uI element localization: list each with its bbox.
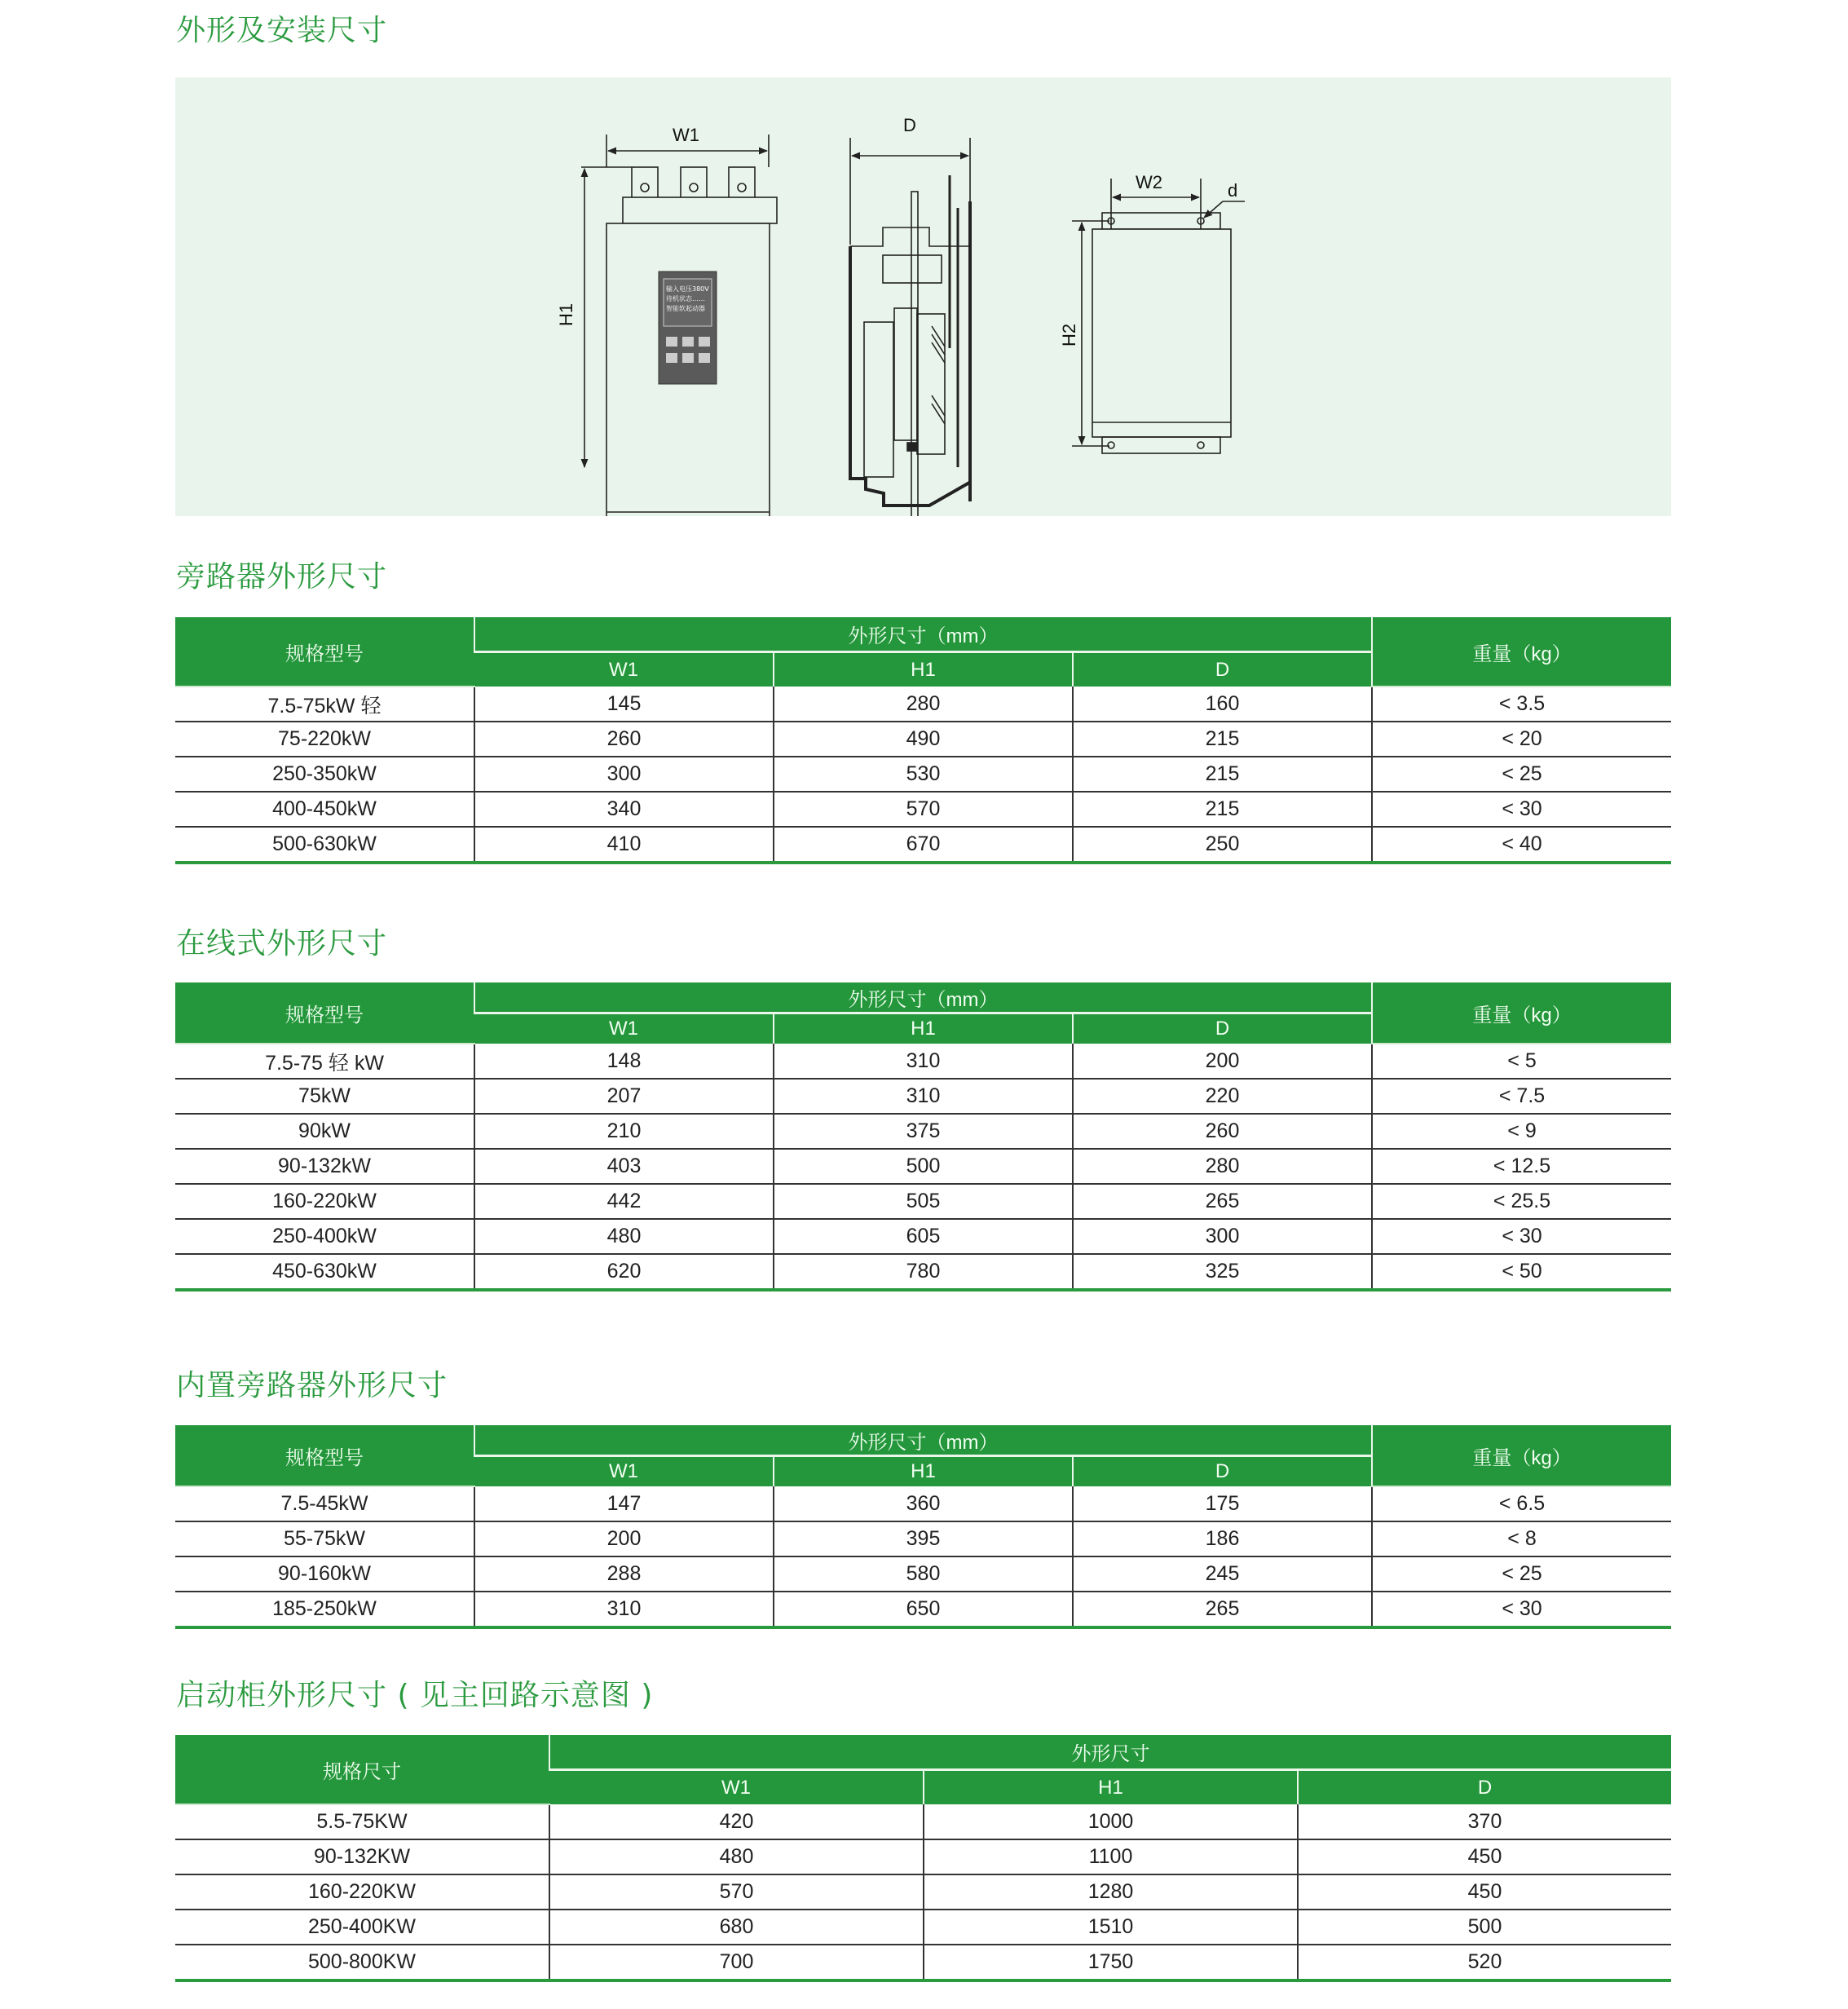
- cell-h1: 1280: [924, 1874, 1298, 1910]
- label-d-small: d: [1228, 180, 1238, 201]
- header-w1: W1: [474, 652, 774, 687]
- table-row: [175, 1556, 1671, 1592]
- label-w2: W2: [1136, 172, 1162, 192]
- cell-h1: 1750: [924, 1945, 1298, 1980]
- header-d: D: [1073, 652, 1372, 687]
- cell-d: 186: [1073, 1521, 1372, 1556]
- cell-model: 90-132KW: [175, 1839, 549, 1874]
- display-line-2: 待机状态……: [666, 295, 705, 302]
- online-dimension-table: [175, 982, 1671, 1292]
- side-view: [850, 138, 970, 516]
- table-row: [175, 1521, 1671, 1556]
- label-h1: H1: [556, 302, 576, 326]
- table-row: [175, 1149, 1671, 1184]
- header-group: 外形尺寸: [549, 1735, 1671, 1770]
- cell-h1: 780: [774, 1254, 1073, 1290]
- cell-d: 450: [1298, 1839, 1671, 1874]
- cell-w1: 442: [474, 1184, 774, 1219]
- cell-d: 500: [1298, 1910, 1671, 1945]
- keypad-display: [659, 272, 717, 384]
- cell-d: 250: [1073, 827, 1372, 863]
- cell-weight: < 7.5: [1372, 1079, 1671, 1114]
- table-row: [175, 1592, 1671, 1627]
- cell-d: 175: [1073, 1486, 1372, 1521]
- table-row: [175, 687, 1671, 722]
- cell-w1: 620: [474, 1254, 774, 1290]
- table-row: [175, 1839, 1671, 1874]
- header-model: 规格型号: [175, 617, 474, 687]
- header-weight: 重量（kg）: [1372, 1425, 1671, 1486]
- section-title-online: 在线式外形尺寸: [176, 927, 388, 960]
- header-group: 外形尺寸（mm）: [474, 617, 1372, 652]
- header-model: 规格型号: [175, 1425, 474, 1486]
- cell-h1: 580: [774, 1556, 1073, 1592]
- cell-w1: 680: [549, 1910, 924, 1945]
- table-row: [175, 1804, 1671, 1839]
- cell-w1: 207: [474, 1079, 774, 1114]
- cell-h1: 500: [774, 1149, 1073, 1184]
- cell-model: 7.5-75 轻 kW: [175, 1044, 474, 1079]
- header-w1: W1: [474, 1013, 774, 1044]
- cell-model: 5.5-75KW: [175, 1804, 549, 1839]
- cell-h1: 1100: [924, 1839, 1298, 1874]
- table-row: [175, 1114, 1671, 1149]
- header-h1: H1: [774, 1013, 1073, 1044]
- label-d: D: [903, 115, 916, 135]
- cell-w1: 570: [549, 1874, 924, 1910]
- table-row: [175, 757, 1671, 792]
- cell-model: 7.5-75kW 轻: [175, 687, 474, 722]
- cell-h1: 360: [774, 1486, 1073, 1521]
- label-h2: H2: [1059, 323, 1079, 347]
- cell-h1: 530: [774, 757, 1073, 792]
- cell-w1: 300: [474, 757, 774, 792]
- table-row: [175, 1910, 1671, 1945]
- cell-h1: 310: [774, 1079, 1073, 1114]
- cell-weight: < 50: [1372, 1254, 1671, 1290]
- cabinet-dimension-table: [175, 1735, 1671, 1982]
- header-model: 规格型号: [175, 982, 474, 1044]
- table-row: [175, 1184, 1671, 1219]
- table-row: [175, 1254, 1671, 1290]
- header-weight: 重量（kg）: [1372, 617, 1671, 687]
- cell-d: 260: [1073, 1114, 1372, 1149]
- cell-model: 500-630kW: [175, 827, 474, 863]
- cell-weight: < 30: [1372, 792, 1671, 827]
- dimension-diagram: [175, 77, 1671, 516]
- cell-w1: 200: [474, 1521, 774, 1556]
- cell-weight: < 9: [1372, 1114, 1671, 1149]
- cell-w1: 310: [474, 1592, 774, 1627]
- cell-model: 250-350kW: [175, 757, 474, 792]
- cell-model: 250-400KW: [175, 1910, 549, 1945]
- cell-d: 160: [1073, 687, 1372, 722]
- cell-weight: < 40: [1372, 827, 1671, 863]
- cell-d: 245: [1073, 1556, 1372, 1592]
- cell-h1: 375: [774, 1114, 1073, 1149]
- cell-w1: 148: [474, 1044, 774, 1079]
- cell-d: 265: [1073, 1184, 1372, 1219]
- cell-w1: 210: [474, 1114, 774, 1149]
- cell-model: 160-220kW: [175, 1184, 474, 1219]
- cell-w1: 288: [474, 1556, 774, 1592]
- table-row: [175, 1079, 1671, 1114]
- cell-h1: 570: [774, 792, 1073, 827]
- section-title-bypass: 旁路器外形尺寸: [176, 560, 388, 594]
- cell-h1: 395: [774, 1521, 1073, 1556]
- cell-w1: 145: [474, 687, 774, 722]
- table-row: [175, 1219, 1671, 1254]
- cell-h1: 605: [774, 1219, 1073, 1254]
- cell-w1: 700: [549, 1945, 924, 1980]
- header-group: 外形尺寸（mm）: [474, 982, 1372, 1013]
- cell-model: 185-250kW: [175, 1592, 474, 1627]
- display-line-1: 输入电压380V: [666, 285, 709, 293]
- header-h1: H1: [774, 1456, 1073, 1487]
- cell-w1: 340: [474, 792, 774, 827]
- cell-weight: < 30: [1372, 1219, 1671, 1254]
- cell-model: 500-800KW: [175, 1945, 549, 1980]
- cell-model: 75kW: [175, 1079, 474, 1114]
- header-d: D: [1073, 1456, 1372, 1487]
- cell-model: 55-75kW: [175, 1521, 474, 1556]
- header-d: D: [1073, 1013, 1372, 1044]
- section-title-install: 外形及安装尺寸: [176, 14, 388, 47]
- cell-model: 400-450kW: [175, 792, 474, 827]
- cell-d: 450: [1298, 1874, 1671, 1910]
- header-w1: W1: [474, 1456, 774, 1487]
- cell-weight: < 6.5: [1372, 1486, 1671, 1521]
- section-title-builtin: 内置旁路器外形尺寸: [176, 1369, 448, 1402]
- cell-weight: < 30: [1372, 1592, 1671, 1627]
- cell-model: 90-132kW: [175, 1149, 474, 1184]
- mounting-view: [1072, 179, 1245, 453]
- table-row: [175, 722, 1671, 757]
- cell-weight: < 25: [1372, 757, 1671, 792]
- header-w1: W1: [549, 1770, 924, 1805]
- cell-h1: 505: [774, 1184, 1073, 1219]
- cell-w1: 147: [474, 1486, 774, 1521]
- cell-weight: < 25.5: [1372, 1184, 1671, 1219]
- table-row: [175, 792, 1671, 827]
- table-row: [175, 1945, 1671, 1980]
- bypass-dimension-table: [175, 617, 1671, 864]
- cell-h1: 670: [774, 827, 1073, 863]
- cell-h1: 490: [774, 722, 1073, 757]
- cell-d: 215: [1073, 757, 1372, 792]
- cell-d: 325: [1073, 1254, 1372, 1290]
- cell-model: 160-220KW: [175, 1874, 549, 1910]
- cell-d: 215: [1073, 722, 1372, 757]
- header-h1: H1: [774, 652, 1073, 687]
- cell-d: 280: [1073, 1149, 1372, 1184]
- cell-h1: 650: [774, 1592, 1073, 1627]
- table-row: [175, 1486, 1671, 1521]
- display-line-3: 智能软起动器: [666, 305, 705, 312]
- cell-weight: < 5: [1372, 1044, 1671, 1079]
- cell-model: 7.5-45kW: [175, 1486, 474, 1521]
- cell-w1: 480: [474, 1219, 774, 1254]
- cell-weight: < 3.5: [1372, 687, 1671, 722]
- cell-d: 300: [1073, 1219, 1372, 1254]
- cell-w1: 403: [474, 1149, 774, 1184]
- cell-d: 220: [1073, 1079, 1372, 1114]
- table-row: [175, 1044, 1671, 1079]
- header-model: 规格尺寸: [175, 1735, 549, 1804]
- header-group: 外形尺寸（mm）: [474, 1425, 1372, 1456]
- header-h1: H1: [924, 1770, 1298, 1805]
- cell-w1: 480: [549, 1839, 924, 1874]
- cell-model: 90kW: [175, 1114, 474, 1149]
- cell-d: 265: [1073, 1592, 1372, 1627]
- table-row: [175, 1874, 1671, 1910]
- cell-model: 450-630kW: [175, 1254, 474, 1290]
- header-d: D: [1298, 1770, 1671, 1805]
- cell-h1: 280: [774, 687, 1073, 722]
- cell-model: 250-400kW: [175, 1219, 474, 1254]
- table-row: [175, 827, 1671, 863]
- cell-h1: 1510: [924, 1910, 1298, 1945]
- cell-d: 370: [1298, 1804, 1671, 1839]
- cell-model: 75-220kW: [175, 722, 474, 757]
- header-weight: 重量（kg）: [1372, 982, 1671, 1044]
- cell-d: 215: [1073, 792, 1372, 827]
- cell-d: 520: [1298, 1945, 1671, 1980]
- cell-d: 200: [1073, 1044, 1372, 1079]
- label-w1: W1: [673, 125, 699, 145]
- cell-w1: 260: [474, 722, 774, 757]
- cell-w1: 410: [474, 827, 774, 863]
- section-title-cabinet: 启动柜外形尺寸 ( 见主回路示意图 ): [176, 1679, 654, 1712]
- cell-weight: < 8: [1372, 1521, 1671, 1556]
- dimension-diagram-panel: [175, 77, 1671, 516]
- cell-h1: 1000: [924, 1804, 1298, 1839]
- cell-h1: 310: [774, 1044, 1073, 1079]
- builtin-bypass-dimension-table: [175, 1425, 1671, 1629]
- cell-weight: < 25: [1372, 1556, 1671, 1592]
- cell-weight: < 12.5: [1372, 1149, 1671, 1184]
- cell-weight: < 20: [1372, 722, 1671, 757]
- cell-model: 90-160kW: [175, 1556, 474, 1592]
- cell-w1: 420: [549, 1804, 924, 1839]
